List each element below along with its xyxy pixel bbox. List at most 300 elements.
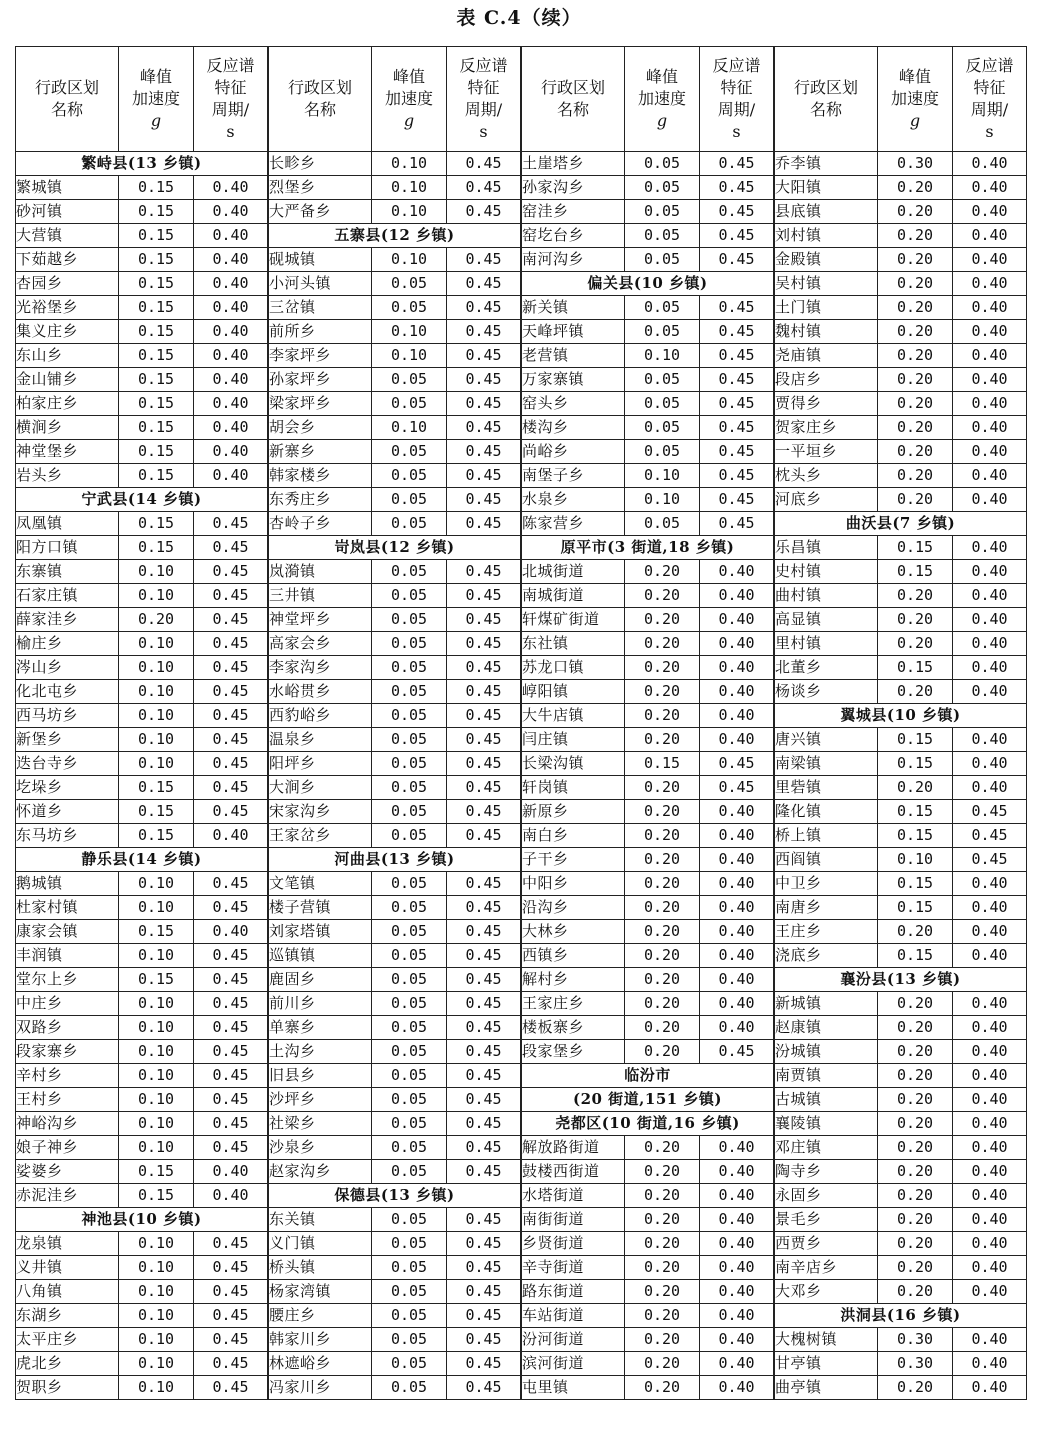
region-name: 岩头乡 <box>16 464 119 488</box>
peak-acceleration-value: 0.05 <box>625 416 700 440</box>
characteristic-period-value: 0.45 <box>194 992 268 1016</box>
region-name: 石家庄镇 <box>16 584 119 608</box>
table-row <box>16 632 268 656</box>
region-name: 古城镇 <box>775 1088 878 1112</box>
region-name: 巡镇镇 <box>269 944 372 968</box>
characteristic-period-value: 0.40 <box>194 464 268 488</box>
peak-acceleration-value: 0.10 <box>372 176 447 200</box>
characteristic-period-value: 0.40 <box>953 200 1027 224</box>
characteristic-period-value: 0.40 <box>953 1376 1027 1400</box>
characteristic-period-value: 0.45 <box>194 512 268 536</box>
region-name: 赵家沟乡 <box>269 1160 372 1184</box>
table-row <box>775 920 1027 944</box>
peak-acceleration-value: 0.20 <box>625 992 700 1016</box>
characteristic-period-value: 0.45 <box>447 416 521 440</box>
table-row <box>16 752 268 776</box>
region-name: 长畛乡 <box>269 152 372 176</box>
table-row <box>269 392 521 416</box>
peak-acceleration-value: 0.10 <box>119 728 194 752</box>
peak-acceleration-value: 0.20 <box>878 224 953 248</box>
header-peak-unit: g <box>403 111 415 130</box>
characteristic-period-value: 0.40 <box>700 872 774 896</box>
group-header-row <box>16 152 268 176</box>
peak-acceleration-value: 0.20 <box>878 1088 953 1112</box>
characteristic-period-value: 0.45 <box>700 296 774 320</box>
characteristic-period-value: 0.40 <box>700 1136 774 1160</box>
characteristic-period-value: 0.45 <box>447 944 521 968</box>
characteristic-period-value: 0.40 <box>194 920 268 944</box>
group-header-row <box>775 968 1027 992</box>
table-row <box>16 992 268 1016</box>
peak-acceleration-value: 0.10 <box>119 1064 194 1088</box>
table-row <box>269 656 521 680</box>
characteristic-period-value: 0.40 <box>953 1256 1027 1280</box>
table-row <box>775 1352 1027 1376</box>
peak-acceleration-value: 0.10 <box>372 152 447 176</box>
peak-acceleration-value: 0.15 <box>878 896 953 920</box>
table-row <box>16 920 268 944</box>
region-name: 贺家庄乡 <box>775 416 878 440</box>
table-row <box>775 1136 1027 1160</box>
peak-acceleration-value: 0.15 <box>878 944 953 968</box>
header-period-unit: s <box>985 122 994 141</box>
peak-acceleration-value: 0.15 <box>119 248 194 272</box>
table-row <box>269 968 521 992</box>
region-name: 薛家洼乡 <box>16 608 119 632</box>
characteristic-period-value: 0.45 <box>194 896 268 920</box>
header-name-line1: 行政区划 <box>793 78 858 97</box>
peak-acceleration-value: 0.05 <box>625 152 700 176</box>
peak-acceleration-value: 0.15 <box>119 1184 194 1208</box>
table-row <box>269 992 521 1016</box>
group-header-label: 翼城县(10 乡镇) <box>775 704 1027 728</box>
header-period-line3: 周期/ <box>464 100 503 119</box>
table-row <box>16 872 268 896</box>
peak-acceleration-value: 0.05 <box>372 488 447 512</box>
characteristic-period-value: 0.45 <box>447 728 521 752</box>
peak-acceleration-value: 0.10 <box>119 752 194 776</box>
region-name: 辛寺街道 <box>522 1256 625 1280</box>
region-name: 新城镇 <box>775 992 878 1016</box>
region-name: 南贾镇 <box>775 1064 878 1088</box>
table-row <box>775 296 1027 320</box>
characteristic-period-value: 0.40 <box>953 368 1027 392</box>
peak-acceleration-value: 0.15 <box>878 752 953 776</box>
peak-acceleration-value: 0.20 <box>878 584 953 608</box>
table-row <box>775 1256 1027 1280</box>
table-row <box>775 608 1027 632</box>
peak-acceleration-value: 0.30 <box>878 1352 953 1376</box>
peak-acceleration-value: 0.05 <box>372 920 447 944</box>
region-name: 南堡子乡 <box>522 464 625 488</box>
peak-acceleration-value: 0.20 <box>878 176 953 200</box>
peak-acceleration-value: 0.10 <box>372 200 447 224</box>
table-row <box>522 296 774 320</box>
peak-acceleration-value: 0.20 <box>625 1256 700 1280</box>
table-row <box>16 272 268 296</box>
region-name: 孙家坪乡 <box>269 368 372 392</box>
characteristic-period-value: 0.45 <box>194 776 268 800</box>
table-row <box>522 200 774 224</box>
group-header-row <box>522 1064 774 1088</box>
region-name: 曲村镇 <box>775 584 878 608</box>
table-row <box>16 1112 268 1136</box>
table-row <box>522 248 774 272</box>
peak-acceleration-value: 0.15 <box>119 464 194 488</box>
table-row <box>269 488 521 512</box>
peak-acceleration-value: 0.20 <box>625 560 700 584</box>
region-name: 老营镇 <box>522 344 625 368</box>
region-name: 大林乡 <box>522 920 625 944</box>
peak-acceleration-value: 0.20 <box>625 608 700 632</box>
characteristic-period-value: 0.45 <box>194 560 268 584</box>
header-period-line2: 特征 <box>973 78 1006 97</box>
group-header-label: 偏关县(10 乡镇) <box>522 272 774 296</box>
characteristic-period-value: 0.40 <box>194 200 268 224</box>
characteristic-period-value: 0.45 <box>700 392 774 416</box>
table-row <box>16 824 268 848</box>
header-characteristic-period <box>700 47 774 152</box>
table-row <box>522 992 774 1016</box>
peak-acceleration-value: 0.10 <box>119 1328 194 1352</box>
characteristic-period-value: 0.40 <box>953 656 1027 680</box>
region-name: 鹿固乡 <box>269 968 372 992</box>
characteristic-period-value: 0.40 <box>953 1232 1027 1256</box>
peak-acceleration-value: 0.05 <box>372 1136 447 1160</box>
table-row <box>269 560 521 584</box>
characteristic-period-value: 0.45 <box>447 920 521 944</box>
characteristic-period-value: 0.40 <box>700 944 774 968</box>
characteristic-period-value: 0.45 <box>700 776 774 800</box>
header-name-line2: 名称 <box>50 100 83 119</box>
table-row <box>269 920 521 944</box>
table-row <box>775 848 1027 872</box>
characteristic-period-value: 0.40 <box>953 248 1027 272</box>
characteristic-period-value: 0.45 <box>447 896 521 920</box>
region-name: 梁家坪乡 <box>269 392 372 416</box>
table-row <box>522 608 774 632</box>
group-header-label: (20 街道,151 乡镇) <box>522 1088 774 1112</box>
table-row <box>522 344 774 368</box>
group-header-label: 原平市(3 街道,18 乡镇) <box>522 536 774 560</box>
region-name: 下茹越乡 <box>16 248 119 272</box>
table-row <box>775 584 1027 608</box>
peak-acceleration-value: 0.20 <box>625 896 700 920</box>
header-characteristic-period <box>953 47 1027 152</box>
region-name: 神堂坪乡 <box>269 608 372 632</box>
characteristic-period-value: 0.40 <box>953 1112 1027 1136</box>
peak-acceleration-value: 0.05 <box>372 992 447 1016</box>
peak-acceleration-value: 0.10 <box>119 1016 194 1040</box>
table-row <box>522 1328 774 1352</box>
peak-acceleration-value: 0.10 <box>372 344 447 368</box>
region-name: 宋家沟乡 <box>269 800 372 824</box>
characteristic-period-value: 0.45 <box>447 464 521 488</box>
region-name: 西贾乡 <box>775 1232 878 1256</box>
header-row <box>16 47 268 152</box>
group-header-row <box>269 848 521 872</box>
table-row <box>522 416 774 440</box>
characteristic-period-value: 0.40 <box>700 608 774 632</box>
peak-acceleration-value: 0.10 <box>119 680 194 704</box>
peak-acceleration-value: 0.05 <box>625 224 700 248</box>
table-row <box>522 704 774 728</box>
header-period-line3: 周期/ <box>717 100 756 119</box>
characteristic-period-value: 0.40 <box>953 632 1027 656</box>
region-name: 南城街道 <box>522 584 625 608</box>
region-name: 砚城镇 <box>269 248 372 272</box>
region-name: 万家寨镇 <box>522 368 625 392</box>
region-name: 贾得乡 <box>775 392 878 416</box>
table-row <box>269 1112 521 1136</box>
peak-acceleration-value: 0.05 <box>372 584 447 608</box>
characteristic-period-value: 0.45 <box>447 824 521 848</box>
region-name: 义井镇 <box>16 1256 119 1280</box>
characteristic-period-value: 0.45 <box>447 200 521 224</box>
table-row <box>16 1160 268 1184</box>
region-name: 阳方口镇 <box>16 536 119 560</box>
peak-acceleration-value: 0.05 <box>625 248 700 272</box>
header-peak-acceleration <box>625 47 700 152</box>
peak-acceleration-value: 0.05 <box>372 752 447 776</box>
group-header-label: 静乐县(14 乡镇) <box>16 848 268 872</box>
characteristic-period-value: 0.45 <box>447 968 521 992</box>
region-name: 邓庄镇 <box>775 1136 878 1160</box>
peak-acceleration-value: 0.20 <box>878 368 953 392</box>
characteristic-period-value: 0.45 <box>447 1304 521 1328</box>
data-table-grid <box>15 46 1027 1448</box>
peak-acceleration-value: 0.10 <box>119 1088 194 1112</box>
characteristic-period-value: 0.40 <box>700 1352 774 1376</box>
table-row <box>269 248 521 272</box>
group-header-label: 洪洞县(16 乡镇) <box>775 1304 1027 1328</box>
table-row <box>16 1280 268 1304</box>
characteristic-period-value: 0.40 <box>700 920 774 944</box>
region-name: 西镇乡 <box>522 944 625 968</box>
region-name: 土崖塔乡 <box>522 152 625 176</box>
characteristic-period-value: 0.45 <box>700 176 774 200</box>
region-name: 金殿镇 <box>775 248 878 272</box>
header-name-line2: 名称 <box>303 100 336 119</box>
table-row <box>16 1040 268 1064</box>
header-peak-unit: g <box>150 111 162 130</box>
header-row <box>269 47 521 152</box>
region-name: 中庄乡 <box>16 992 119 1016</box>
characteristic-period-value: 0.45 <box>194 728 268 752</box>
region-name: 曲亭镇 <box>775 1376 878 1400</box>
peak-acceleration-value: 0.10 <box>625 344 700 368</box>
peak-acceleration-value: 0.05 <box>372 1208 447 1232</box>
region-name: 胡会乡 <box>269 416 372 440</box>
table-row <box>269 176 521 200</box>
characteristic-period-value: 0.40 <box>953 872 1027 896</box>
region-name: 丰润镇 <box>16 944 119 968</box>
characteristic-period-value: 0.45 <box>447 512 521 536</box>
peak-acceleration-value: 0.05 <box>372 1064 447 1088</box>
group-header-label: 襄汾县(13 乡镇) <box>775 968 1027 992</box>
characteristic-period-value: 0.45 <box>953 800 1027 824</box>
peak-acceleration-value: 0.20 <box>625 1184 700 1208</box>
peak-acceleration-value: 0.15 <box>119 512 194 536</box>
characteristic-period-value: 0.40 <box>953 1184 1027 1208</box>
characteristic-period-value: 0.40 <box>953 728 1027 752</box>
characteristic-period-value: 0.40 <box>700 680 774 704</box>
characteristic-period-value: 0.45 <box>447 1040 521 1064</box>
region-name: 吴村镇 <box>775 272 878 296</box>
region-name: 西阎镇 <box>775 848 878 872</box>
region-name: 辛村乡 <box>16 1064 119 1088</box>
peak-acceleration-value: 0.05 <box>372 776 447 800</box>
characteristic-period-value: 0.45 <box>194 632 268 656</box>
characteristic-period-value: 0.45 <box>447 584 521 608</box>
peak-acceleration-value: 0.20 <box>878 272 953 296</box>
region-name: 里砦镇 <box>775 776 878 800</box>
peak-acceleration-value: 0.05 <box>625 440 700 464</box>
region-name: 水塔街道 <box>522 1184 625 1208</box>
group-header-row <box>16 488 268 512</box>
characteristic-period-value: 0.40 <box>953 344 1027 368</box>
characteristic-period-value: 0.40 <box>953 224 1027 248</box>
peak-acceleration-value: 0.20 <box>625 656 700 680</box>
peak-acceleration-value: 0.20 <box>625 680 700 704</box>
region-name: 屯里镇 <box>522 1376 625 1400</box>
region-name: 集义庄乡 <box>16 320 119 344</box>
characteristic-period-value: 0.45 <box>447 872 521 896</box>
table-row <box>775 536 1027 560</box>
region-name: 东湖乡 <box>16 1304 119 1328</box>
region-name: 北董乡 <box>775 656 878 680</box>
table-row <box>16 440 268 464</box>
region-name: 龙泉镇 <box>16 1232 119 1256</box>
region-name: 汾城镇 <box>775 1040 878 1064</box>
peak-acceleration-value: 0.05 <box>372 1328 447 1352</box>
peak-acceleration-value: 0.20 <box>878 992 953 1016</box>
region-name: 大营镇 <box>16 224 119 248</box>
header-peak-line1: 峰值 <box>392 67 425 86</box>
peak-acceleration-value: 0.05 <box>372 1352 447 1376</box>
characteristic-period-value: 0.45 <box>194 1280 268 1304</box>
table-row <box>522 440 774 464</box>
header-peak-line2: 加速度 <box>637 89 686 108</box>
peak-acceleration-value: 0.20 <box>878 1256 953 1280</box>
characteristic-period-value: 0.40 <box>194 368 268 392</box>
table-row <box>16 176 268 200</box>
table-row <box>522 944 774 968</box>
characteristic-period-value: 0.40 <box>953 1352 1027 1376</box>
table-row <box>269 512 521 536</box>
characteristic-period-value: 0.40 <box>953 608 1027 632</box>
peak-acceleration-value: 0.15 <box>119 296 194 320</box>
peak-acceleration-value: 0.20 <box>878 416 953 440</box>
table-row <box>16 656 268 680</box>
characteristic-period-value: 0.40 <box>700 704 774 728</box>
table-row <box>269 1064 521 1088</box>
table-row <box>269 752 521 776</box>
table-row <box>269 728 521 752</box>
characteristic-period-value: 0.40 <box>700 1160 774 1184</box>
peak-acceleration-value: 0.05 <box>372 272 447 296</box>
table-row <box>269 152 521 176</box>
table-row <box>522 1184 774 1208</box>
peak-acceleration-value: 0.05 <box>372 1016 447 1040</box>
header-peak-line1: 峰值 <box>139 67 172 86</box>
region-name: 中卫乡 <box>775 872 878 896</box>
peak-acceleration-value: 0.15 <box>878 824 953 848</box>
region-name: 东山乡 <box>16 344 119 368</box>
table-row <box>16 704 268 728</box>
region-name: 东马坊乡 <box>16 824 119 848</box>
peak-acceleration-value: 0.05 <box>372 896 447 920</box>
table-row <box>16 1184 268 1208</box>
peak-acceleration-value: 0.05 <box>372 632 447 656</box>
peak-acceleration-value: 0.10 <box>119 704 194 728</box>
region-name: 李家沟乡 <box>269 656 372 680</box>
table-row <box>522 392 774 416</box>
peak-acceleration-value: 0.20 <box>625 824 700 848</box>
characteristic-period-value: 0.45 <box>447 248 521 272</box>
characteristic-period-value: 0.40 <box>194 248 268 272</box>
region-name: 高显镇 <box>775 608 878 632</box>
characteristic-period-value: 0.40 <box>194 1184 268 1208</box>
peak-acceleration-value: 0.05 <box>372 560 447 584</box>
table-row <box>522 1304 774 1328</box>
characteristic-period-value: 0.45 <box>194 968 268 992</box>
table-row <box>16 512 268 536</box>
region-name: 段家堡乡 <box>522 1040 625 1064</box>
characteristic-period-value: 0.45 <box>700 248 774 272</box>
characteristic-period-value: 0.45 <box>700 1040 774 1064</box>
peak-acceleration-value: 0.05 <box>372 704 447 728</box>
table-row <box>522 1256 774 1280</box>
characteristic-period-value: 0.40 <box>700 800 774 824</box>
region-name: 东寨镇 <box>16 560 119 584</box>
table-row <box>775 1232 1027 1256</box>
peak-acceleration-value: 0.15 <box>878 728 953 752</box>
characteristic-period-value: 0.40 <box>953 560 1027 584</box>
region-name: 窑圪台乡 <box>522 224 625 248</box>
characteristic-period-value: 0.45 <box>194 1016 268 1040</box>
characteristic-period-value: 0.40 <box>953 320 1027 344</box>
characteristic-period-value: 0.45 <box>700 224 774 248</box>
characteristic-period-value: 0.45 <box>194 608 268 632</box>
region-name: 横涧乡 <box>16 416 119 440</box>
region-name: 土门镇 <box>775 296 878 320</box>
region-name: 唐兴镇 <box>775 728 878 752</box>
characteristic-period-value: 0.45 <box>700 368 774 392</box>
peak-acceleration-value: 0.20 <box>878 344 953 368</box>
table-row <box>269 1160 521 1184</box>
peak-acceleration-value: 0.20 <box>878 1112 953 1136</box>
region-name: 水峪贯乡 <box>269 680 372 704</box>
peak-acceleration-value: 0.05 <box>372 800 447 824</box>
group-header-row <box>522 536 774 560</box>
region-name: 杨家湾镇 <box>269 1280 372 1304</box>
peak-acceleration-value: 0.20 <box>625 848 700 872</box>
peak-acceleration-value: 0.20 <box>878 200 953 224</box>
region-name: 大涧乡 <box>269 776 372 800</box>
peak-acceleration-value: 0.20 <box>878 1136 953 1160</box>
characteristic-period-value: 0.40 <box>953 272 1027 296</box>
region-name: 温泉乡 <box>269 728 372 752</box>
characteristic-period-value: 0.45 <box>194 1064 268 1088</box>
characteristic-period-value: 0.45 <box>700 416 774 440</box>
characteristic-period-value: 0.45 <box>447 1136 521 1160</box>
table-row <box>16 1352 268 1376</box>
characteristic-period-value: 0.40 <box>700 656 774 680</box>
characteristic-period-value: 0.45 <box>194 1232 268 1256</box>
characteristic-period-value: 0.40 <box>953 152 1027 176</box>
region-name: 贺职乡 <box>16 1376 119 1400</box>
